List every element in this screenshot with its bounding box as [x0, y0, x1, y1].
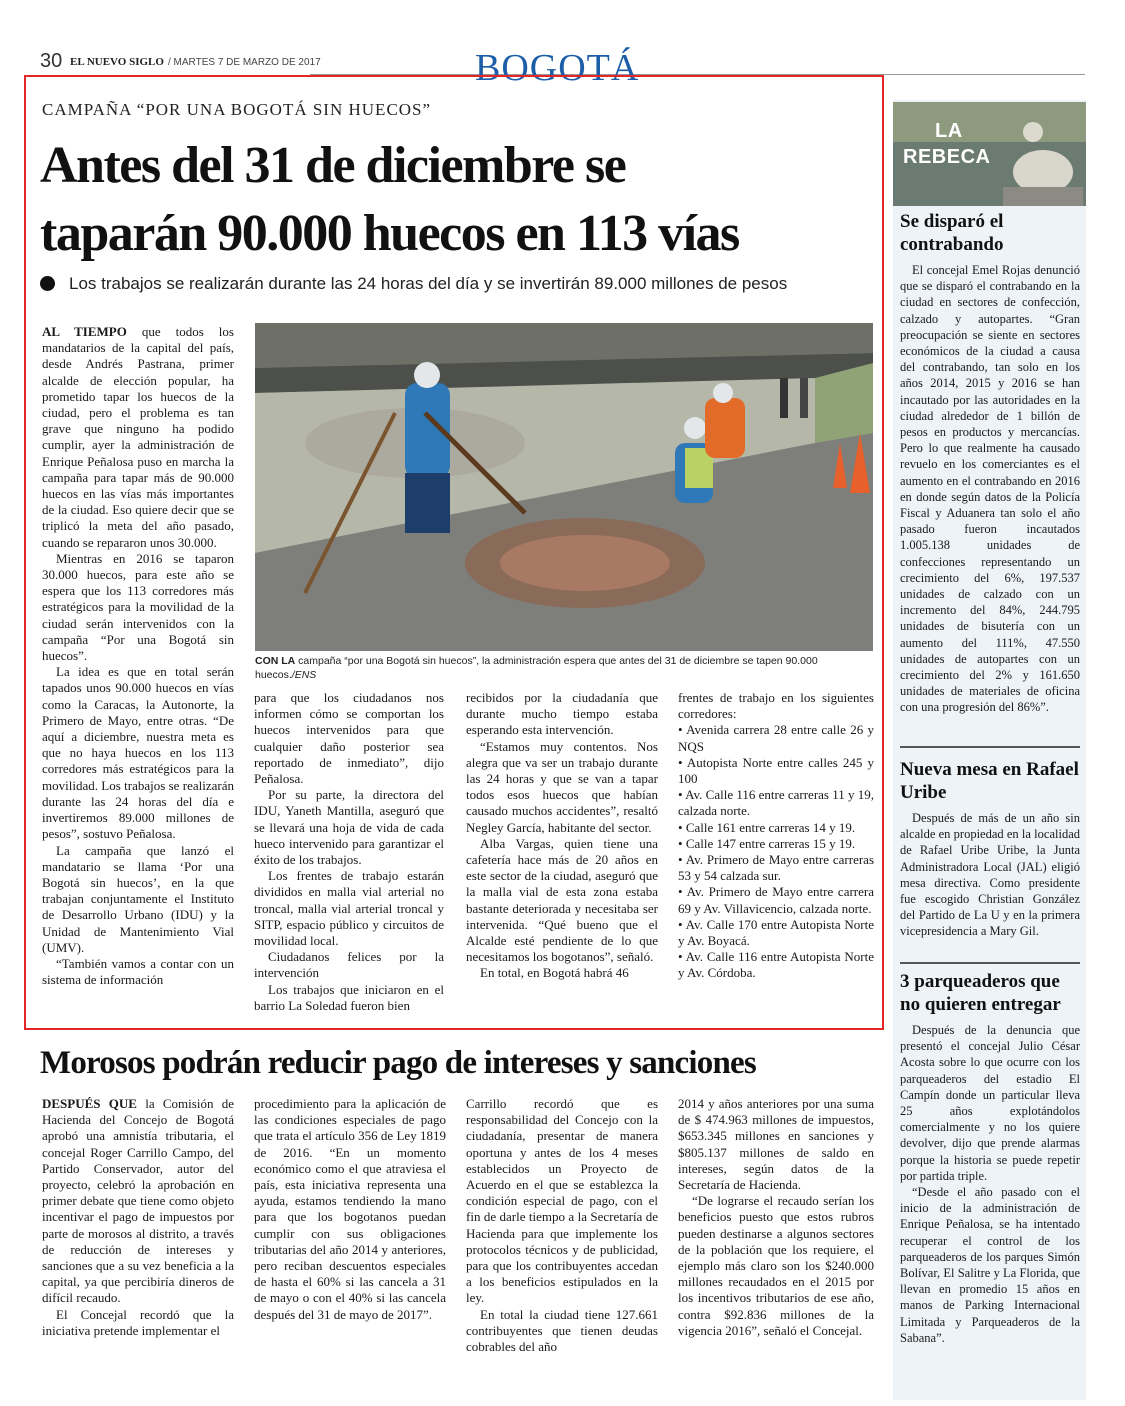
paragraph: El concejal Emel Rojas denunció que se disparó el contrabando en la ciudad en sectores de confección, calzado y autopartes. “Gran preocupación se siente en sectores económicos de la ciudad a causa del contrabando, tan solo en los años 2014, 2015 y 2016 se han incautado por las autoridades en la ciudad alrededor de 1 billón de pesos en productos y mercancías. Pero lo que realmente ha causado revuelo en los comerciantes es el aumento en el contrabando en 2016 en donde según datos de la Policía Fiscal y Aduanera tan solo el año pasado fueron incautados 1.005.138 unidades de confecciones representando un crecimiento del 6%, 197.537 unidades de calzado con un incremento del 84%, 244.795 unidades de bisutería con un aumento del 111%, 47.550 unidades de autopartes con un crecimiento del 2% y 161.650 unidades de materiales de oficina con una progresión del 86%”.: [900, 263, 1080, 715]
paragraph: Los frentes de trabajo estarán divididos en malla vial arterial no troncal, malla vial arterial troncal y SITP, espacio público y circuitos de movilidad local.: [254, 868, 444, 949]
corridor-item: [678, 722, 874, 754]
paragraph: El Concejal recordó que la iniciativa pretende implementar el: [42, 1306, 234, 1338]
sidebar-banner: [893, 102, 1086, 206]
corridor-item: [678, 755, 874, 787]
sidebar-banner-title: [903, 118, 990, 170]
bullet-icon: [40, 276, 55, 291]
road-repair-photo: [255, 323, 873, 651]
corridor-list: [678, 722, 874, 981]
paragraph: “También vamos a contar con un sistema de información: [42, 955, 234, 988]
paragraph: [42, 1096, 234, 1307]
paragraph: “Desde el año pasado con el inicio de la administración de Enrique Peñalosa, se ha intentado recuperar el control de los parqueaderos de los parques Simón Bolívar, El Salitre y La Florida, que llevan en promedio 15 años en manos de Parking Internacional Limitada y Parqueaderos de la Sabana”.: [900, 1185, 1080, 1345]
paragraph: Después de la denuncia que presentó el concejal Julio César Acosta sobre lo que ocurre con los parqueaderos del estadio El Campín donde un particular lleva 25 años explotándolos comercialmente y no los quiere devolver, dijo que prende alarmas porque la historia se puede repetir por partida triple.: [900, 1023, 1080, 1183]
bullet-icon: •: [678, 884, 687, 900]
paragraph: En total la ciudad tiene 127.661 contribuyentes que tienen deudas cobrables del año: [466, 1306, 658, 1355]
corridor-item-text: Av. Primero de Mayo entre carreras 53 y 54 calzada sur.: [678, 852, 874, 884]
bullet-icon: •: [678, 852, 686, 868]
paragraph: “Estamos muy contentos. Nos alegra que va ser un trabajo durante las 24 horas y que se van a tapar todos esos huecos que habían causado muchos accidentes”, resaltó Negley García, habitante del sector.: [466, 738, 658, 835]
sidebar-item-1-text: [900, 262, 1080, 716]
headline-line-1: Antes del 31 de diciembre se: [40, 137, 626, 194]
sidebar-item-3-text: [900, 1022, 1080, 1346]
bullet-icon: •: [678, 949, 686, 965]
paragraph: Ciudadanos felices por la intervención: [254, 949, 444, 981]
page-number: 30: [40, 50, 63, 72]
corridor-item: [678, 836, 874, 852]
paragraph: Después de más de un año sin alcalde en propiedad en la localidad de Rafael Uribe Uribe, la Junta Administradora Local (JAL) eligió mesa directiva. Como presidente fue escogido Christian González del Partido de La U y en la primera vicepresidencia a Mary Gil.: [900, 811, 1080, 939]
corridor-item: [678, 917, 874, 949]
article2-column-4: [678, 1096, 874, 1339]
lead-in: DESPUÉS QUE: [42, 1096, 137, 1111]
section-title: BOGOTÁ: [475, 47, 640, 89]
paragraph: 2014 y años anteriores por una suma de $ 474.963 millones de impuestos, $653.345 millones en sanciones y $805.137 millones de saldo en intereses, según datos de la Secretaría de Hacienda.: [678, 1096, 874, 1193]
paragraph: Los trabajos que iniciaron en el barrio La Soledad fueron bien: [254, 981, 444, 1013]
article-headline: [40, 132, 880, 268]
paragraph: para que los ciudadanos nos informen cómo se comportan los huecos intervenidos para que cualquier daño posterior sea reportado de inmediato”, dijo Peñalosa.: [254, 690, 444, 787]
banner-line-2: REBECA: [903, 146, 991, 168]
sidebar-item-2-text: [900, 810, 1080, 940]
paragraph: Carrillo recordó que es responsabilidad del Concejo con la ciudadanía, presentar de manera oportuna y antes de los 4 meses establecidos un Proyecto de Acuerdo en el que se establezca la condición especial de pago, con el fin de darle tiempo a la Secretaría de Hacienda para que implemente los protocolos técnicos y de publicidad, para que los contribuyentes accedan a los beneficios estipulados en la ley.: [466, 1096, 658, 1306]
publication-name: EL NUEVO SIGLO: [70, 56, 164, 68]
article2-column-2: [254, 1096, 446, 1323]
article-deck: [40, 274, 880, 294]
caption-credit: /ENS: [291, 669, 317, 681]
article2-column-1: [42, 1096, 234, 1339]
article2-column-3: [466, 1096, 658, 1355]
corridor-item: [678, 949, 874, 981]
corridor-item-text: Calle 161 entre carreras 14 y 19.: [685, 819, 856, 835]
paragraph: [42, 324, 234, 551]
bullet-icon: •: [678, 754, 687, 770]
deck-text: Los trabajos se realizarán durante las 24 horas del día y se invertirán 89.000 millones de pesos: [69, 274, 788, 293]
article-column-1: [42, 324, 234, 988]
corridor-item-text: Calle 147 entre carreras 15 y 19.: [685, 835, 856, 851]
photo-caption: [255, 654, 873, 682]
corridor-item-text: Av. Calle 116 entre carreras 11 y 19, calzada norte.: [678, 787, 874, 819]
sidebar-item-2-title: Nueva mesa en Rafael Uribe: [900, 759, 1079, 803]
paragraph-text: la Comisión de Hacienda del Concejo de Bogotá aprobó una amnistía tributaria, el concejal Roger Carrillo Campo, del Partido Conservador, autor del proyecto, celebró la aprobación en primer debate que tiene como objeto incentivar el pago de impuestos por parte de morosos al distrito, a través de reducción de intereses y sanciones que a su vez beneficia a la capital, ya que percibiría dineros de difícil recaudo.: [42, 1096, 234, 1306]
paragraph: recibidos por la ciudadanía que durante mucho tiempo estaba esperando esta intervención.: [466, 690, 658, 738]
paragraph: frentes de trabajo en los siguientes corredores:: [678, 690, 874, 722]
paragraph: La campaña que lanzó el mandatario se llama ‘Por una Bogotá sin huecos’, en la que trabajan conjuntamente el Instituto de Desarrollo Urbano (IDU) y la Unidad de Mantenimiento Vial (UMV).: [42, 842, 234, 955]
publication-date: / MARTES 7 DE MARZO DE 2017: [168, 57, 321, 68]
bullet-icon: •: [678, 916, 686, 932]
sidebar-divider: [900, 962, 1080, 964]
sidebar-divider: [900, 746, 1080, 748]
paragraph: “De lograrse el recaudo serían los beneficios puesto que estos rubros pueden destinarse a algunos sectores de la población que los requiere, el ejemplo más claro son los $240.000 millones recaudados en el 2015 por los incentivos tributarios de ese año, contra $92.836 millones de la vigencia 2016”, señaló el Concejal.: [678, 1193, 874, 1338]
paragraph: La idea es que en total serán tapados unos 90.000 huecos en vías como la Caracas, la Autonorte, la Primero de Mayo, entre otras. “De aquí a diciembre, nuestra meta es que no haya huecos en los 113 corredores más estratégicos para la movilidad. Los trabajos se realizarán durante las 24 horas del día e invertiremos 89.000 millones de pesos”, sostuvo Peñalosa.: [42, 664, 234, 842]
article-column-3: [466, 690, 658, 982]
article-photo: [255, 323, 873, 651]
caption-text: campaña “por una Bogotá sin huecos”, la administración espera que antes del 31 de diciembre se tapen 90.000 huecos.: [255, 655, 818, 681]
article-column-4: [678, 690, 874, 982]
article-column-2: [254, 690, 444, 1014]
paragraph: En total, en Bogotá habrá 46: [480, 965, 629, 981]
caption-lead: CON LA: [255, 655, 296, 667]
corridor-item: [678, 852, 874, 884]
page-header: [40, 47, 1085, 89]
lead-in: AL TIEMPO: [42, 324, 127, 339]
article2-headline: Morosos podrán reducir pago de intereses y sanciones: [40, 1045, 756, 1081]
paragraph-text: que todos los mandatarios de la capital del país, desde Andrés Pastrana, primer alcalde de elección popular, ha prometido tapar los huecos de la ciudad, pero el problema es tan grave que ninguno ha podido cumplir, ayer la administración de Enrique Peñalosa puso en marcha la campaña para tapar más de 90.000 huecos en las vías más importantes de la ciudad. Eso quiere decir que se triplicó la meta del año pasado, cuando se repararon unos 30.000.: [42, 324, 234, 550]
bullet-icon: •: [678, 835, 686, 851]
corridor-item: [678, 884, 874, 916]
corridor-item: [678, 787, 874, 819]
article-kicker: CAMPAÑA “POR UNA BOGOTÁ SIN HUECOS”: [42, 100, 432, 119]
bullet-icon: •: [678, 819, 686, 835]
corridor-item-text: Av. Calle 116 entre Autopista Norte y Av. Córdoba.: [678, 949, 874, 981]
corridor-item: [678, 820, 874, 836]
paragraph: Por su parte, la directora del IDU, Yaneth Mantilla, aseguró que se llevará una hoja de vida de cada hueco intervenido para garantizar el éxito de los trabajos.: [254, 787, 444, 868]
paragraph: Mientras en 2016 se taparon 30.000 huecos, para este año se espera que los 113 corredores más estratégicos para la movilidad de la ciudad serán intervenidos con la campaña “Por una Bogotá sin huecos”.: [42, 550, 234, 664]
headline-line-2: taparán 90.000 huecos en 113 vías: [40, 205, 739, 262]
corridor-item-text: Av. Primero de Mayo entre carrera 69 y Av. Villavicencio, calzada norte.: [678, 884, 875, 916]
paragraph: procedimiento para la aplicación de las condiciones especiales de pago que trata el artículo 356 de Ley 1819 de 2016. “En un momento económico como el que atraviesa el país, esta iniciativa representa una ayuda, estamos tendiendo la mano para que los bogotanos puedan cumplir con sus obligaciones tributarias del año 2014 y anteriores, pero reciban descuentos especiales de hasta el 60% si las cancela a 31 de mayo o con el 40% si las cancela después del 31 de mayo de 2017”.: [254, 1096, 446, 1322]
corridor-item-text: Av. Calle 170 entre Autopista Norte y Av. Boyacá.: [678, 916, 874, 949]
paragraph: Alba Vargas, quien tiene una cafetería hace más de 20 años en este sector de la ciudad, aseguró que la malla vial de esta zona estaba bastante deteriorada y necesitaba ser intervenida. “Qué bueno que el Alcalde esté pendiente de lo que necesitamos los bogotanos”, señaló.: [466, 835, 658, 965]
sidebar-item-1-title: Se disparó el contrabando: [900, 211, 1004, 255]
corridor-item-text: Autopista Norte entre calles 245 y 100: [678, 754, 874, 787]
corridor-item-text: Avenida carrera 28 entre calle 26 y NQS: [678, 722, 874, 754]
bullet-icon: •: [678, 787, 686, 803]
sidebar-item-3-title: 3 parqueaderos que no quieren entregar: [900, 971, 1061, 1015]
bullet-icon: •: [678, 722, 687, 738]
banner-line-1: LA: [935, 120, 963, 142]
